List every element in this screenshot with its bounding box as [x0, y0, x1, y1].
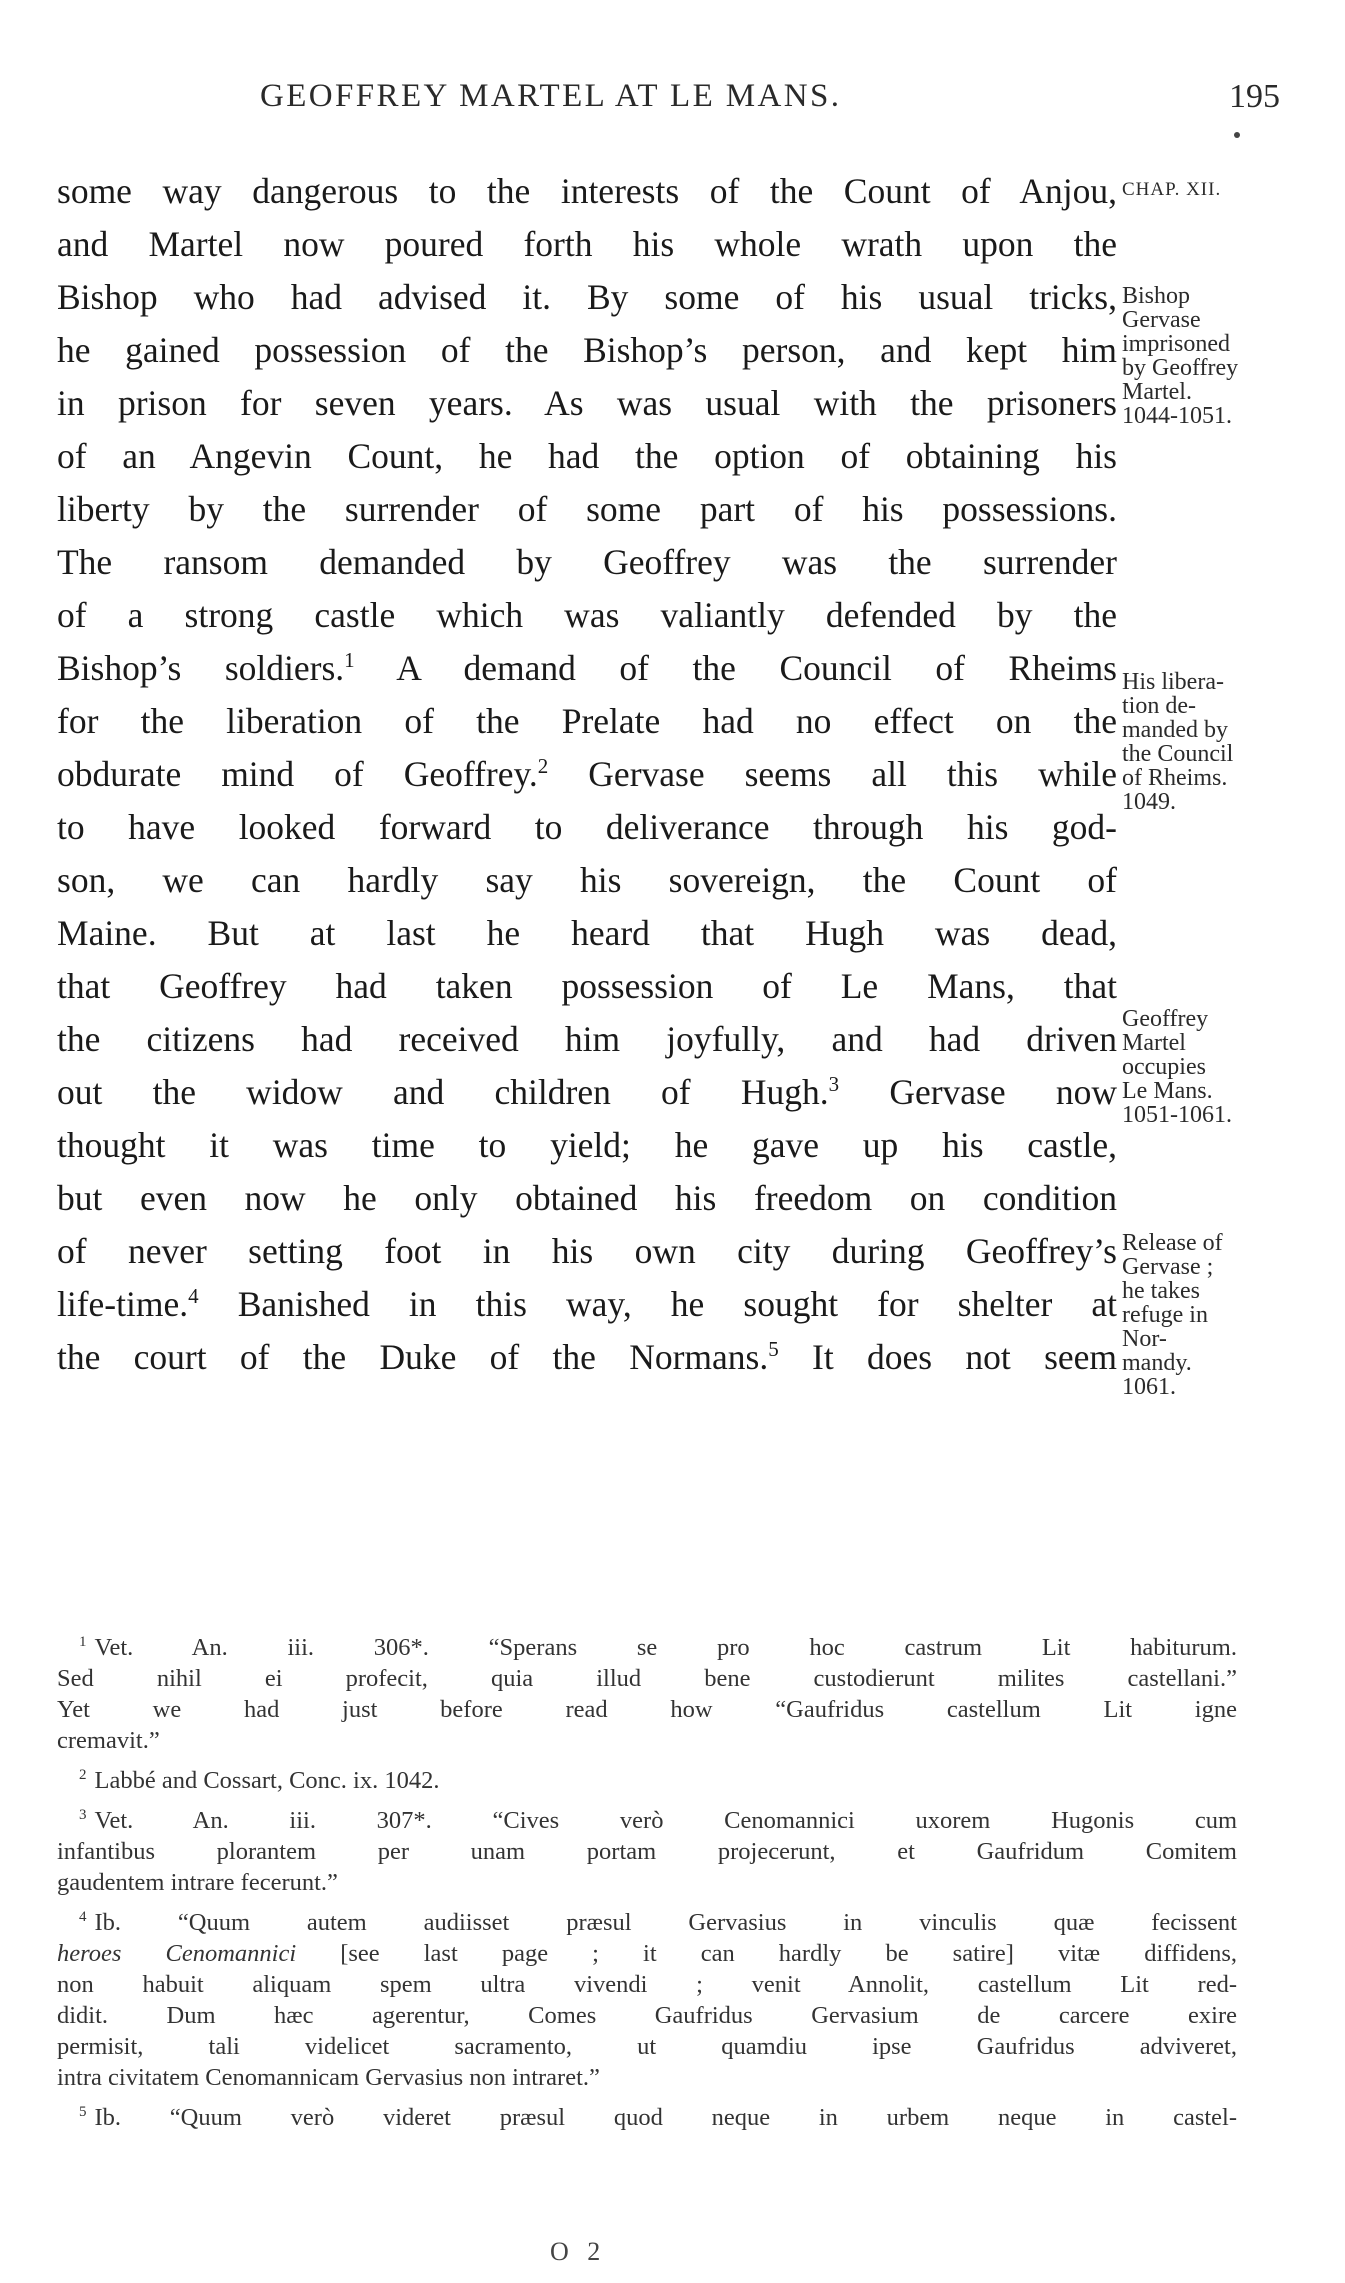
text-line: in prison for seven years. As was usual with the prisoners: [57, 383, 1117, 423]
footnote-2: [57, 1765, 1237, 1796]
footnote-line: cremavit.”: [57, 1727, 160, 1754]
margin-note-line: 1051-1061.: [1122, 1102, 1232, 1128]
footnote-text: Labbé and Cossart, Conc. ix. 1042.: [94, 1767, 440, 1794]
text-line: Maine. But at last he heard that Hugh was dead,: [57, 913, 1117, 953]
margin-note-line: Gervase ;: [1122, 1254, 1214, 1280]
footnote-ref: 4: [188, 1284, 199, 1308]
margin-note-line: Gervase: [1122, 307, 1201, 333]
footnote-line: Yet we had just before read how “Gaufridus castellum Lit igne: [57, 1696, 1237, 1723]
text-line: the citizens had received him joyfully, and had driven: [57, 1019, 1117, 1059]
footnote-text: Vet. An. iii. 306*. “Sperans se pro hoc castrum Lit habiturum.: [94, 1634, 1237, 1661]
margin-note-line: 1044-1051.: [1122, 403, 1232, 429]
footnote-number: 1: [79, 1634, 87, 1650]
footnote-line: gaudentem intrare fecerunt.”: [57, 1869, 338, 1896]
footnote-line: [57, 2102, 1237, 2133]
footnote-1: [57, 1632, 1237, 1756]
margin-note-line: His libera-: [1122, 669, 1224, 695]
footnote-text: Ib. “Quum verò videret præsul quod neque in urbem neque in castel-: [94, 2104, 1237, 2131]
margin-note-line: by Geoffrey: [1122, 355, 1239, 381]
text-segment: the court of the Duke of the Normans.: [57, 1337, 769, 1377]
text-line: of an Angevin Count, he had the option of obtaining his: [57, 436, 1117, 476]
margin-note-line: refuge in: [1122, 1302, 1208, 1328]
footnotes: [57, 1632, 1237, 2133]
margin-note-line: Martel.: [1122, 379, 1192, 405]
text-line: [57, 642, 1117, 695]
footnote-4: [57, 1907, 1237, 2093]
text-line: [57, 748, 1117, 801]
footnote-italic: heroes Cenomannici: [57, 1940, 297, 1967]
margin-note-line: mandy.: [1122, 1350, 1192, 1376]
footnote-ref: 3: [828, 1072, 840, 1096]
text-segment: It does not seem: [778, 1337, 1118, 1377]
footnote-number: 4: [79, 1909, 87, 1925]
text-segment: A demand of the Council of Rheims: [354, 648, 1117, 688]
footnote-ref: 5: [768, 1337, 779, 1361]
page-number: 195: [1229, 78, 1280, 115]
signature-mark: O 2: [550, 2237, 607, 2266]
text-line: some way dangerous to the interests of the Count of Anjou,: [57, 171, 1117, 211]
margin-note-line: Martel: [1122, 1030, 1186, 1056]
margin-note-gervase-imprisoned: [1122, 285, 1340, 429]
margin-note-line: Bishop: [1122, 283, 1191, 309]
footnote-5: [57, 2102, 1237, 2133]
margin-note-line: Le Mans.: [1122, 1078, 1213, 1104]
footnote-line: [57, 1938, 1237, 1969]
margin-note-release: [1122, 1232, 1340, 1400]
footnote-line: [57, 1805, 1237, 1836]
margin-note-line: Nor-: [1122, 1326, 1167, 1352]
margin-note-line: Geoffrey: [1122, 1006, 1209, 1032]
text-line: that Geoffrey had taken possession of Le Mans, that: [57, 966, 1117, 1006]
margin-note-line: he takes: [1122, 1278, 1200, 1304]
footnote-number: 5: [79, 2104, 87, 2120]
text-line: to have looked forward to deliverance through his god-: [57, 807, 1117, 847]
text-line: [57, 1066, 1117, 1119]
footnote-number: 3: [79, 1807, 87, 1823]
footnote-line: non habuit aliquam spem ultra vivendi ; venit Annolit, castellum Lit red-: [57, 1971, 1237, 1998]
running-title: GEOFFREY MARTEL AT LE MANS.: [260, 78, 842, 114]
footnote-line: [57, 1907, 1237, 1938]
text-line: of never setting foot in his own city during Geoffrey’s: [57, 1231, 1117, 1271]
printer-mark: [1234, 132, 1240, 138]
footnote-line: [57, 1632, 1237, 1663]
margin-note-line: 1049.: [1122, 789, 1176, 815]
footnote-line: didit. Dum hæc agerentur, Comes Gaufridus Gervasium de carcere exire: [57, 2002, 1237, 2029]
footnote-text: Ib. “Quum autem audiisset præsul Gervasius in vinculis quæ fecissent: [94, 1909, 1237, 1936]
margin-note-line: the Council: [1122, 741, 1234, 767]
margin-note-line: occupies: [1122, 1054, 1206, 1080]
footnote-line: intra civitatem Cenomannicam Gervasius non intraret.”: [57, 2064, 600, 2091]
text-line: [57, 1278, 1117, 1331]
text-line: son, we can hardly say his sovereign, the Count of: [57, 860, 1117, 900]
running-head: [60, 78, 1280, 128]
footnote-line: Sed nihil ei profecit, quia illud bene custodierunt milites castellani.”: [57, 1665, 1237, 1692]
footnote-line: permisit, tali videlicet sacramento, ut quamdiu ipse Gaufridus adviveret,: [57, 2033, 1237, 2060]
margin-note-line: imprisoned: [1122, 331, 1230, 357]
margin-note-line: 1061.: [1122, 1374, 1176, 1400]
text-line: Bishop who had advised it. By some of his usual tricks,: [57, 277, 1117, 317]
footnote-ref: 2: [537, 754, 549, 778]
text-segment: obdurate mind of Geoffrey.: [57, 754, 538, 794]
text-segment: Gervase seems all this while: [548, 754, 1117, 794]
margin-note-liberation: [1122, 671, 1340, 815]
text-segment: life-time.: [57, 1284, 189, 1324]
text-segment: Banished in this way, he sought for shelter at: [198, 1284, 1117, 1324]
text-segment: out the widow and children of Hugh.: [57, 1072, 829, 1112]
footnote-line: [57, 1765, 1237, 1796]
footnote-text: Vet. An. iii. 307*. “Cives verò Cenomannici uxorem Hugonis cum: [94, 1807, 1237, 1834]
text-line: he gained possession of the Bishop’s person, and kept him: [57, 330, 1117, 370]
margin-note-line: Release of: [1122, 1230, 1223, 1256]
text-line: The ransom demanded by Geoffrey was the surrender: [57, 542, 1117, 582]
margin-note-le-mans: [1122, 1008, 1340, 1128]
margin-note-line: tion de-: [1122, 693, 1196, 719]
chapter-marker: CHAP. XII.: [1122, 179, 1222, 200]
footnote-ref: 1: [344, 648, 355, 672]
body-text: [57, 165, 1117, 1384]
text-line: [57, 1331, 1117, 1384]
text-line: for the liberation of the Prelate had no effect on the: [57, 701, 1117, 741]
footnote-line: infantibus plorantem per unam portam projecerunt, et Gaufridum Comitem: [57, 1838, 1237, 1865]
footnote-3: [57, 1805, 1237, 1898]
text-line: and Martel now poured forth his whole wrath upon the: [57, 224, 1117, 264]
margin-note-line: of Rheims.: [1122, 765, 1228, 791]
text-line: but even now he only obtained his freedom on condition: [57, 1178, 1117, 1218]
text-line: thought it was time to yield; he gave up his castle,: [57, 1125, 1117, 1165]
footnote-text: [see last page ; it can hardly be satire] vitæ diffidens,: [296, 1940, 1237, 1967]
text-segment: Gervase now: [839, 1072, 1117, 1112]
text-segment: Bishop’s soldiers.: [57, 648, 345, 688]
margin-note-line: manded by: [1122, 717, 1228, 743]
text-line: liberty by the surrender of some part of his possessions.: [57, 489, 1117, 529]
text-line: of a strong castle which was valiantly defended by the: [57, 595, 1117, 635]
footnote-number: 2: [79, 1767, 87, 1783]
